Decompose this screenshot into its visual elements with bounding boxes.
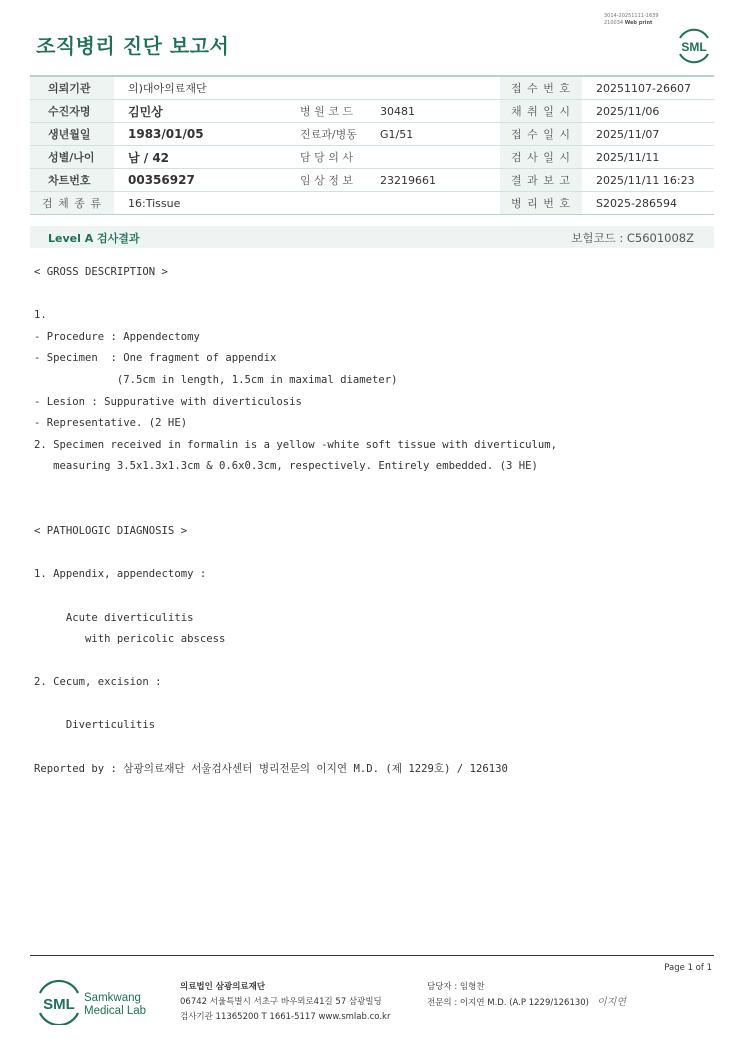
page-number: Page 1 of 1 xyxy=(664,963,712,973)
org-address: 06742 서울특별시 서초구 바우뫼로41길 57 삼광빌딩 xyxy=(180,997,382,1007)
web-print-label: Web print xyxy=(624,20,653,26)
organization-info xyxy=(180,980,390,1025)
footer-divider xyxy=(30,955,714,956)
sex-age-value: 남 / 42 xyxy=(114,146,284,169)
info-row xyxy=(30,169,714,192)
report-date-label: 결 과 보 고 xyxy=(500,169,582,192)
client-value: 의)대아의료재단 xyxy=(114,76,500,100)
hospital-code-value: 30481 xyxy=(366,100,500,123)
insurance-code: 보험코드 : C5601008Z xyxy=(571,231,694,245)
specimen-type-label: 검 체 종 류 xyxy=(30,192,114,215)
document-id xyxy=(604,13,659,27)
receipt-date-label: 접 수 일 시 xyxy=(500,123,582,146)
dob-label: 생년월일 xyxy=(30,123,114,146)
receipt-no-value: 20251107-26607 xyxy=(582,76,714,100)
collect-date-label: 채 취 일 시 xyxy=(500,100,582,123)
doc-id-code: 210034 xyxy=(604,20,624,26)
chart-value: 00356927 xyxy=(114,169,284,192)
staff-info xyxy=(427,980,626,1011)
pathology-no-value: S2025-286594 xyxy=(582,192,714,215)
org-name: 의료법인 삼광의료재단 xyxy=(180,982,266,992)
staff-line: 담당자 : 임형찬 xyxy=(427,982,485,992)
doctor-label: 담 당 의 사 xyxy=(284,146,366,169)
specimen-type-value: 16:Tissue xyxy=(114,192,500,215)
collect-date-value: 2025/11/06 xyxy=(582,100,714,123)
specialist-text: 전문의 : 이지연 M.D. (A.P 1229/126130) xyxy=(427,998,589,1008)
patient-value: 김민상 xyxy=(114,100,284,123)
hospital-code-label: 병 원 코 드 xyxy=(284,100,366,123)
clinical-value: 23219661 xyxy=(366,169,500,192)
logo-bottom-sml: SML xyxy=(43,996,75,1013)
exam-date-label: 검 사 일 시 xyxy=(500,146,582,169)
dob-value: 1983/01/05 xyxy=(114,123,284,146)
client-label: 의뢰기관 xyxy=(30,76,114,100)
report-date-value: 2025/11/11 16:23 xyxy=(582,169,714,192)
dept-value: G1/51 xyxy=(366,123,500,146)
chart-label: 차트번호 xyxy=(30,169,114,192)
level-label: Level A 검사결과 xyxy=(48,232,140,245)
sex-age-label: 성별/나이 xyxy=(30,146,114,169)
info-row xyxy=(30,123,714,146)
doc-id-line1: 3014-20251111-1639 xyxy=(604,13,659,19)
report-body: < GROSS DESCRIPTION > 1. - Procedure : Appendectomy - Specimen : One fragment of appendix (7.5cm in length, 1.5cm in maximal diameter) - Lesion : Suppurative with diverticulosis - Representative. (2 HE) 2. Specimen received in formalin is a yellow -white soft tissue with diverticulum, measuring 3.5x1.3x1.3cm & 0.6x0.3cm, respectively. Entirely embedded. (3 HE) < PATHOLOGIC DIAGNOSIS > 1. Appendix, appendectomy : Acute diverticulitis with pericolic abscess 2. Cecum, excision : Diverticulitis Reported by : 삼광의료재단 서울검사센터 병리전문의 이지연 M.D. (제 1229호) / 126130 xyxy=(34,266,557,775)
receipt-no-label: 접 수 번 호 xyxy=(500,76,582,100)
doc-id-line2 xyxy=(604,20,659,27)
info-row xyxy=(30,100,714,123)
signature: 이지연 xyxy=(597,997,626,1008)
specialist-line xyxy=(427,995,626,1011)
logo-bottom-name2: Medical Lab xyxy=(84,1005,147,1017)
samkwang-logo-icon xyxy=(36,979,160,1025)
info-row xyxy=(30,146,714,169)
logo-top-text: SML xyxy=(681,40,707,54)
logo-bottom-name1: Samkwang xyxy=(84,992,141,1004)
doctor-value xyxy=(366,146,500,169)
sml-logo-icon xyxy=(674,26,714,64)
pathology-no-label: 병 리 번 호 xyxy=(500,192,582,215)
clinical-label: 임 상 정 보 xyxy=(284,169,366,192)
dept-label: 진료과/병동 xyxy=(284,123,366,146)
patient-info-table xyxy=(30,75,714,215)
receipt-date-value: 2025/11/07 xyxy=(582,123,714,146)
info-row xyxy=(30,192,714,215)
page-title: 조직병리 진단 보고서 xyxy=(36,34,230,58)
info-row xyxy=(30,76,714,100)
patient-label: 수진자명 xyxy=(30,100,114,123)
level-result-bar xyxy=(30,226,714,248)
org-contact: 검사기관 11365200 T 1661-5117 www.smlab.co.kr xyxy=(180,1012,391,1022)
exam-date-value: 2025/11/11 xyxy=(582,146,714,169)
